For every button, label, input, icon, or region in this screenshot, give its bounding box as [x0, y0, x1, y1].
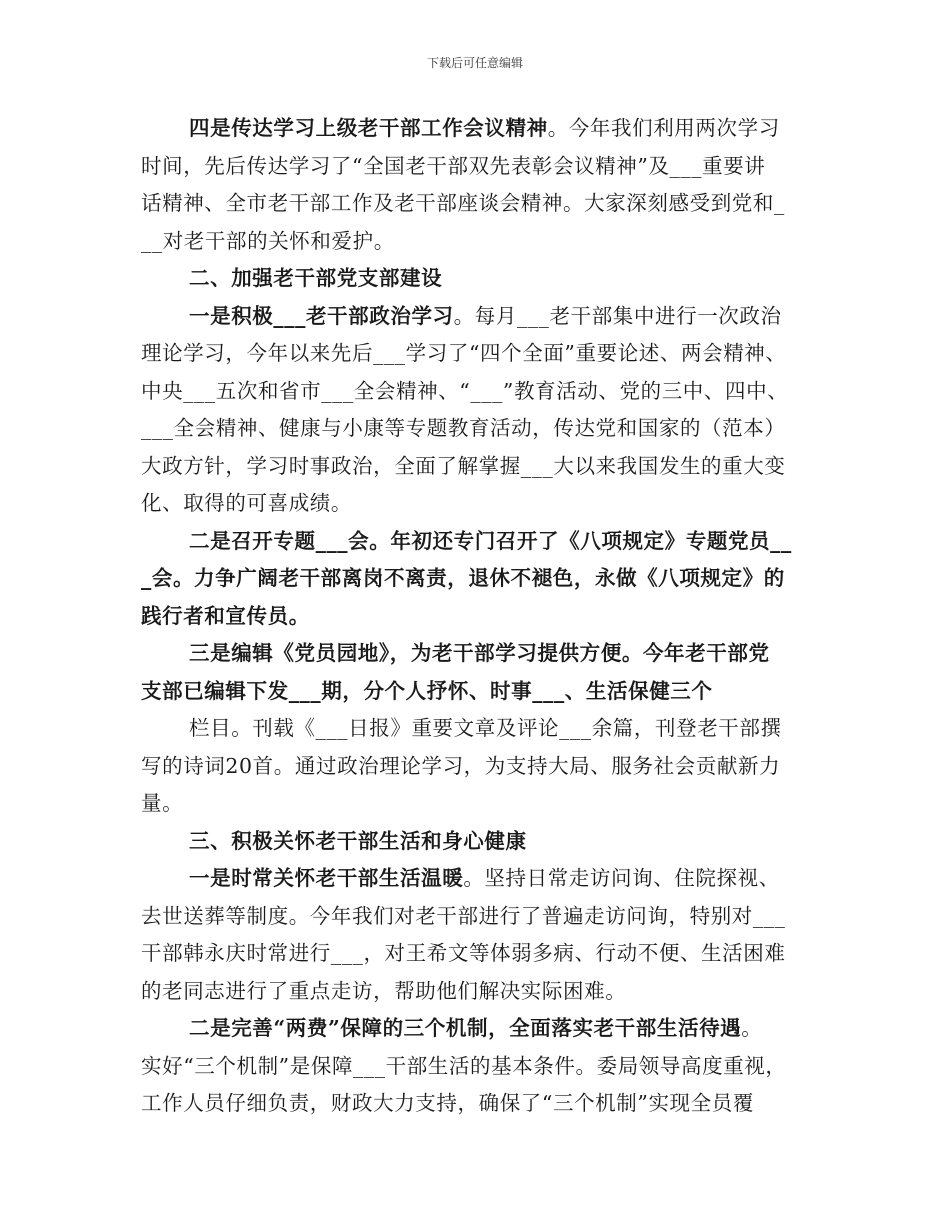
text-line	[141, 110, 811, 148]
text-line	[141, 335, 811, 373]
text-line	[141, 598, 811, 636]
document-body	[141, 110, 811, 1123]
bold-text: 二是完善“两费”保障的三个机制，全面落实老干部生活待遇	[189, 1016, 742, 1040]
page-header: 下载后可任意编辑	[426, 56, 523, 70]
body-text: 大政方针，学习时事政治，全面了解掌握___大以来我国发生的重大变	[141, 453, 786, 478]
text-line	[141, 223, 811, 261]
body-text: 实好“三个机制”是保障___干部生活的基本条件。委局领导高度重视，	[141, 1053, 787, 1078]
body-text: 工作人员仔细负责，财政大力支持，确保了“三个机制”实现全员覆	[141, 1091, 754, 1115]
body-text: 话精神、全市老干部工作及老干部座谈会精神。大家深刻感受到党和_	[141, 191, 785, 215]
body-text: 。每月___老干部集中进行一次政治	[453, 303, 782, 328]
body-text: 理论学习，今年以来先后___学习了“四个全面”重要论述、两会精神、	[141, 341, 787, 365]
bold-text: 支部已编辑下发___期，分个人抒怀、时事___、生活保健三个	[141, 678, 713, 703]
text-line	[141, 448, 811, 486]
body-text: 干部韩永庆时常进行___，对王希文等体弱多病、行动不便、生活困难	[141, 941, 786, 965]
body-text: 栏目。刊载《___日报》重要文章及评论___余篇，刊登老干部撰	[189, 716, 782, 740]
body-text: ___全会精神、健康与小康等专题教育活动，传达党和国家的（范本）	[141, 416, 786, 440]
body-text: 写的诗词20首。通过政治理论学习，为支持大局、服务社会贡献新力	[141, 753, 781, 778]
body-text: 中央___五次和省市___全会精神、“___”教育活动、党的三中、四中、	[141, 378, 789, 403]
text-line	[141, 523, 811, 561]
bold-text: 践行者和宣传员。	[141, 603, 310, 628]
text-line	[141, 785, 811, 823]
text-line	[141, 1048, 811, 1086]
text-line	[141, 1010, 811, 1048]
text-line	[141, 748, 811, 786]
body-text: 去世送葬等制度。今年我们对老干部进行了普遍走访问询，特别对___	[141, 903, 786, 928]
text-line	[141, 823, 811, 861]
body-text: 量。	[141, 791, 184, 815]
bold-text: 三是编辑《党员园地》，为老干部学习提供方便。今年老干部党	[189, 641, 770, 665]
body-text: 。坚持日常走访问询、住院探视、	[463, 866, 780, 890]
text-line	[141, 898, 811, 936]
text-line	[141, 485, 811, 523]
text-line	[141, 148, 811, 186]
body-text: __对老干部的关怀和爱护。	[141, 228, 395, 253]
text-line	[141, 710, 811, 748]
text-line	[141, 260, 811, 298]
text-line	[141, 185, 811, 223]
text-line	[141, 1085, 811, 1123]
body-text: 。	[741, 1016, 763, 1040]
body-text: 化、取得的可喜成绩。	[141, 491, 352, 515]
body-text: 的老同志进行了重点走访，帮助他们解决实际困难。	[141, 978, 627, 1003]
bold-text: 四是传达学习上级老干部工作会议精神	[189, 116, 548, 140]
text-line	[141, 560, 811, 598]
text-line	[141, 973, 811, 1011]
text-line	[141, 298, 811, 336]
text-line	[141, 935, 811, 973]
bold-text: _会。力争广阔老干部离岗不离责，退休不褪色，永做《八项规定》的	[141, 566, 785, 590]
bold-text: 二是召开专题___会。年初还专门召开了《八项规定》专题党员__	[189, 528, 792, 553]
body-text: 时间，先后传达学习了“全国老干部双先表彰会议精神”及___重要讲	[141, 153, 766, 178]
text-line	[141, 860, 811, 898]
bold-text: 一是时常关怀老干部生活温暖	[189, 866, 464, 890]
bold-text: 一是积极___老干部政治学习	[189, 303, 454, 328]
body-text: 。今年我们利用两次学习	[547, 116, 780, 140]
text-line	[141, 373, 811, 411]
text-line	[141, 673, 811, 711]
text-line	[141, 410, 811, 448]
text-line	[141, 635, 811, 673]
bold-text: 二、加强老干部党支部建设	[189, 266, 443, 290]
bold-text: 三、积极关怀老干部生活和身心健康	[189, 828, 527, 853]
